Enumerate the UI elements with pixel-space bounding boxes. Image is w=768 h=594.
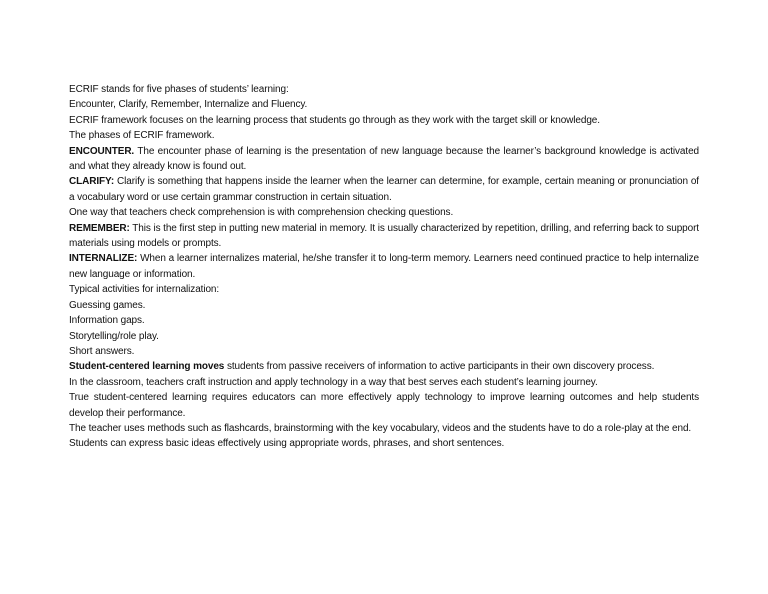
clarify-paragraph bbox=[69, 174, 699, 205]
activity-item: Guessing games. bbox=[69, 299, 146, 311]
internalize-label: INTERNALIZE: bbox=[69, 253, 138, 265]
intro-line: ECRIF stands for five phases of students’ learning: bbox=[69, 84, 289, 95]
phases-list-line: Encounter, Clarify, Remember, Internalize and Fluency. bbox=[69, 99, 308, 111]
student-centered-label: Student-centered learning moves bbox=[69, 361, 225, 373]
teacher-methods-paragraph: The teacher uses methods such as flashcards, brainstorming with the key vocabulary, videos and the students have to do a role-play at the end. bbox=[69, 422, 692, 434]
remember-paragraph bbox=[69, 221, 699, 252]
encounter-paragraph bbox=[69, 144, 699, 175]
student-centered-text: students from passive receivers of information to active participants in their own discovery process. bbox=[224, 361, 655, 373]
remember-label: REMEMBER: bbox=[69, 222, 130, 234]
framework-focus-line: ECRIF framework focuses on the learning process that students go through as they work with the target skill or knowledge. bbox=[69, 114, 600, 126]
internalize-paragraph bbox=[69, 251, 699, 282]
document-body bbox=[69, 82, 699, 452]
activities-heading: Typical activities for internalization: bbox=[69, 284, 220, 296]
clarify-label: CLARIFY: bbox=[69, 176, 115, 188]
students-express-paragraph: Students can express basic ideas effectively using appropriate words, phrases, and short sentences. bbox=[69, 438, 505, 450]
student-centered-paragraph bbox=[69, 359, 699, 374]
clarify-note-line: One way that teachers check comprehension is with comprehension checking questions. bbox=[69, 207, 454, 219]
clarify-text: Clarify is something that happens inside the learner when the learner can determine, for example, certain meaning or pronunciation of a vocabulary word or use certain grammar construction in certain situation. bbox=[69, 176, 699, 203]
activity-item: Short answers. bbox=[69, 345, 135, 357]
activity-item: Storytelling/role play. bbox=[69, 330, 159, 342]
remember-text: This is the first step in putting new material in memory. It is usually characterized by repetition, drilling, and referring back to support materials using models or prompts. bbox=[69, 222, 699, 250]
encounter-text: The encounter phase of learning is the presentation of new language because the learner’s background knowledge is activated and what they already know is found out. bbox=[69, 145, 699, 173]
phases-heading-line: The phases of ECRIF framework. bbox=[69, 130, 215, 142]
encounter-label: ENCOUNTER. bbox=[69, 145, 135, 157]
internalize-text: When a learner internalizes material, he/she transfer it to long-term memory. Learners need continued practice to help internalize new language or information. bbox=[69, 253, 699, 280]
classroom-paragraph: In the classroom, teachers craft instruction and apply technology in a way that best serves each student’s learning journey. bbox=[69, 376, 598, 388]
activity-item: Information gaps. bbox=[69, 315, 145, 327]
true-student-centered-paragraph: True student-centered learning requires educators can more effectively apply technology to improve learning outcomes and help students develop their performance. bbox=[69, 392, 699, 419]
